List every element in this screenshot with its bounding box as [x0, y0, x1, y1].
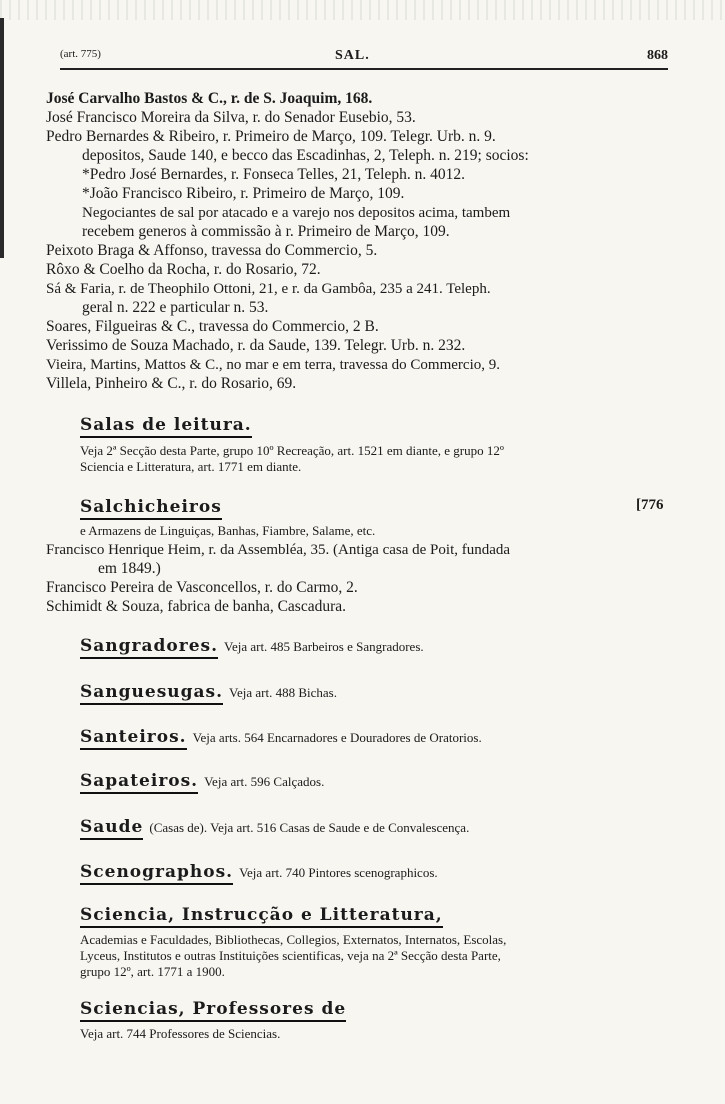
section-title: Sangradores.: [80, 636, 218, 659]
list-item: Pedro Bernardes & Ribeiro, r. Primeiro de Março, 109. Telegr. Urb. n. 9.: [46, 128, 496, 145]
section-heading-scenographos: [80, 861, 438, 884]
list-item: Villela, Pinheiro & C., r. do Rosario, 69.: [46, 375, 297, 392]
section-heading-sapateiros: [80, 770, 324, 793]
section-title-sciencia: Sciencia, Instrucção e Litteratura,: [80, 905, 443, 928]
section-note: Veja art. 488 Bichas.: [229, 685, 337, 700]
binding-edge: [0, 18, 4, 258]
list-item: José Francisco Moreira da Silva, r. do Senador Eusebio, 53.: [46, 109, 416, 126]
section-heading-sangradores: [80, 635, 424, 658]
section-desc: Veja 2ª Secção desta Parte, grupo 10º Recreação, art. 1521 em diante, e grupo 12º: [80, 443, 504, 458]
list-item: Rôxo & Coelho da Rocha, r. do Rosario, 72.: [46, 261, 321, 278]
section-heading-salchicheiros: [80, 496, 222, 519]
list-item: depositos, Saude 140, e becco das Escadinhas, 2, Teleph. n. 219; socios:: [82, 147, 529, 164]
list-item: *João Francisco Ribeiro, r. Primeiro de Março, 109.: [82, 185, 405, 202]
section-heading-santeiros: [80, 726, 482, 749]
section-note: (Casas de). Veja art. 516 Casas de Saude e de Convalescença.: [149, 820, 470, 835]
section-note: Veja art. 740 Pintores scenographicos.: [239, 865, 438, 880]
section-title: Saude: [80, 817, 143, 840]
section-note: Veja art. 596 Calçados.: [204, 774, 325, 789]
list-item: geral n. 222 e particular n. 53.: [82, 299, 269, 316]
section-heading-sciencias: [80, 998, 346, 1021]
page-header: [60, 48, 668, 70]
section-desc: Lyceus, Institutos e outras Instituições scientificas, veja na 2ª Secção desta Parte,: [80, 948, 501, 963]
list-item: Francisco Pereira de Vasconcellos, r. do Carmo, 2.: [46, 579, 358, 596]
list-item: José Carvalho Bastos & C., r. de S. Joaquim, 168.: [46, 90, 373, 107]
section-title: Scenographos.: [80, 862, 233, 885]
section-desc: Sciencia e Litteratura, art. 1771 em diante.: [80, 459, 302, 474]
list-item: Negociantes de sal por atacado e a varejo nos depositos acima, tambem: [82, 205, 511, 221]
section-heading-saude: [80, 816, 469, 839]
section-heading-sciencia: [80, 904, 443, 927]
list-item: recebem generos à commissão à r. Primeiro de Março, 109.: [82, 223, 450, 240]
section-title: SAL.: [335, 48, 370, 63]
article-number: [776: [636, 497, 664, 513]
list-item: Vieira, Martins, Mattos & C., no mar e em terra, travessa do Commercio, 9.: [46, 357, 500, 373]
section-heading-salas: [80, 414, 252, 437]
section-note: Veja arts. 564 Encarnadores e Douradores de Oratorios.: [192, 730, 482, 745]
section-title: Sanguesugas.: [80, 682, 223, 705]
article-range: (art. 775): [60, 48, 101, 60]
section-title: Sapateiros.: [80, 771, 198, 794]
list-item: Soares, Filgueiras & C., travessa do Commercio, 2 B.: [46, 318, 379, 335]
list-item: em 1849.): [98, 560, 161, 577]
section-desc: Veja art. 744 Professores de Sciencias.: [80, 1026, 281, 1041]
section-desc: grupo 12º, art. 1771 a 1900.: [80, 964, 225, 979]
list-item: Peixoto Braga & Affonso, travessa do Commercio, 5.: [46, 242, 378, 259]
section-desc: e Armazens de Linguiças, Banhas, Fiambre, Salame, etc.: [80, 523, 376, 538]
list-item: Schimidt & Souza, fabrica de banha, Cascadura.: [46, 598, 346, 615]
section-title-sciencias: Sciencias, Professores de: [80, 999, 346, 1022]
section-heading-sanguesugas: [80, 681, 337, 704]
list-item: Sá & Faria, r. de Theophilo Ottoni, 21, e r. da Gambôa, 235 a 241. Teleph.: [46, 281, 491, 297]
section-note: Veja art. 485 Barbeiros e Sangradores.: [224, 639, 424, 654]
section-title-salchicheiros: Salchicheiros: [80, 497, 222, 520]
page-number: 868: [647, 48, 668, 63]
list-item: Verissimo de Souza Machado, r. da Saude, 139. Telegr. Urb. n. 232.: [46, 337, 466, 354]
list-item: *Pedro José Bernardes, r. Fonseca Telles, 21, Teleph. n. 4012.: [82, 166, 465, 183]
section-title: Santeiros.: [80, 727, 187, 750]
page-top-noise: [0, 0, 725, 20]
section-desc: Academias e Faculdades, Bibliothecas, Collegios, Externatos, Internatos, Escolas,: [80, 932, 507, 947]
list-item: Francisco Henrique Heim, r. da Assembléa, 35. (Antiga casa de Poit, fundada: [46, 542, 511, 558]
section-title-salas: Salas de leitura.: [80, 415, 252, 438]
